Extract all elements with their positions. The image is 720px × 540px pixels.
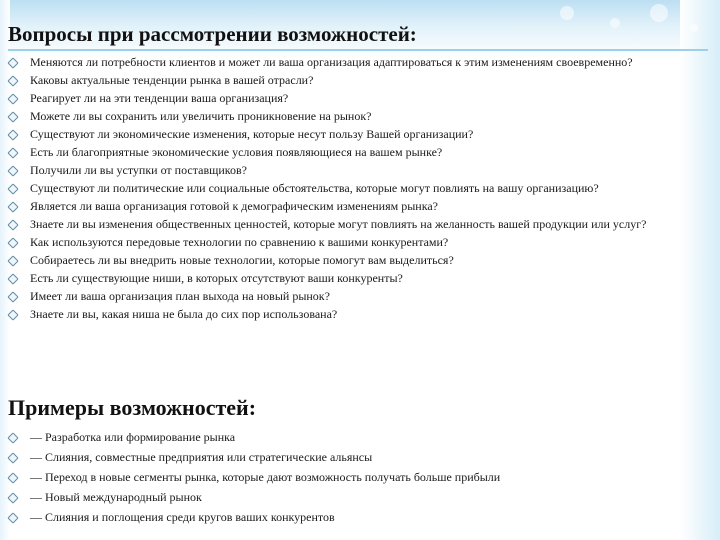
list-item: [0, 487, 712, 507]
list-item-text: Является ли ваша организация готовой к демографическим изменениям рынка?: [30, 199, 439, 213]
diamond-bullet-icon: [7, 432, 18, 443]
list-item: [0, 447, 712, 467]
list-item-text: Меняются ли потребности клиентов и может ли ваша организация адаптироваться к этим изменениям своевременно?: [30, 55, 633, 69]
list-item-text: Существуют ли политические или социальные обстоятельства, которые могут повлиять на вашу организацию?: [30, 181, 599, 195]
decor-bubble: [610, 18, 620, 28]
diamond-bullet-icon: [7, 57, 18, 68]
list-item: [0, 161, 712, 179]
diamond-bullet-icon: [7, 273, 18, 284]
diamond-bullet-icon: [7, 75, 18, 86]
list-item: [0, 287, 712, 305]
list-item-text: Каковы актуальные тенденции рынка в вашей отрасли?: [30, 73, 314, 87]
diamond-bullet-icon: [7, 129, 18, 140]
list-item: [0, 251, 712, 269]
diamond-bullet-icon: [7, 237, 18, 248]
diamond-bullet-icon: [7, 183, 18, 194]
list-item: [0, 179, 712, 197]
list-item-text: Собираетесь ли вы внедрить новые технологии, которые помогут вам выделиться?: [30, 253, 454, 267]
decor-bubble: [690, 24, 698, 32]
diamond-bullet-icon: [7, 165, 18, 176]
list-item-text: Знаете ли вы, какая ниша не была до сих пор использована?: [30, 307, 338, 321]
list-item: [0, 71, 712, 89]
list-item: [0, 143, 712, 161]
list-item: [0, 107, 712, 125]
section-heading: Примеры возможностей:: [8, 395, 257, 420]
list-item-text: — Разработка или формирование рынка: [30, 430, 236, 444]
diamond-bullet-icon: [7, 201, 18, 212]
list-item: [0, 53, 712, 71]
list-item-text: Знаете ли вы изменения общественных ценностей, которые могут повлиять на желанность вашей продукции или услуг?: [30, 217, 647, 231]
list-item: [0, 197, 712, 215]
list-item-text: Можете ли вы сохранить или увеличить проникновение на рынок?: [30, 109, 372, 123]
diamond-bullet-icon: [7, 472, 18, 483]
list-item-text: — Слияния и поглощения среди кругов ваших конкурентов: [30, 510, 335, 524]
list-item: [0, 125, 712, 143]
list-item-text: — Слияния, совместные предприятия или стратегические альянсы: [30, 450, 373, 464]
diamond-bullet-icon: [7, 291, 18, 302]
list-item: [0, 89, 712, 107]
list-item-text: Имеет ли ваша организация план выхода на новый рынок?: [30, 289, 330, 303]
diamond-bullet-icon: [7, 93, 18, 104]
diamond-bullet-icon: [7, 111, 18, 122]
decor-bubble: [560, 6, 574, 20]
list-item-text: Есть ли существующие ниши, в которых отсутствуют ваши конкуренты?: [30, 271, 403, 285]
list-item: [0, 467, 712, 487]
list-item: [0, 427, 712, 447]
diamond-bullet-icon: [7, 255, 18, 266]
list-item-text: — Новый международный рынок: [30, 490, 202, 504]
list-item: [0, 269, 712, 287]
list-item: [0, 233, 712, 251]
diamond-bullet-icon: [7, 492, 18, 503]
decor-bubble: [650, 4, 668, 22]
title-divider: [8, 49, 708, 51]
diamond-bullet-icon: [7, 147, 18, 158]
examples-list: [0, 427, 712, 527]
list-item-text: Есть ли благоприятные экономические условия появляющиеся на вашем рынке?: [30, 145, 443, 159]
diamond-bullet-icon: [7, 219, 18, 230]
list-item: [0, 305, 712, 323]
list-item-text: Реагирует ли на эти тенденции ваша организация?: [30, 91, 289, 105]
diamond-bullet-icon: [7, 309, 18, 320]
list-item: [0, 215, 712, 233]
questions-list: [0, 53, 712, 323]
list-item-text: Существуют ли экономические изменения, которые несут пользу Вашей организации?: [30, 127, 474, 141]
diamond-bullet-icon: [7, 512, 18, 523]
diamond-bullet-icon: [7, 452, 18, 463]
list-item-text: Получили ли вы уступки от поставщиков?: [30, 163, 247, 177]
list-item-text: — Переход в новые сегменты рынка, которые дают возможность получать больше прибыли: [30, 470, 501, 484]
list-item-text: Как используются передовые технологии по сравнению к вашими конкурентами?: [30, 235, 449, 249]
slide-title: Вопросы при рассмотрении возможностей:: [8, 22, 417, 46]
list-item: [0, 507, 712, 527]
